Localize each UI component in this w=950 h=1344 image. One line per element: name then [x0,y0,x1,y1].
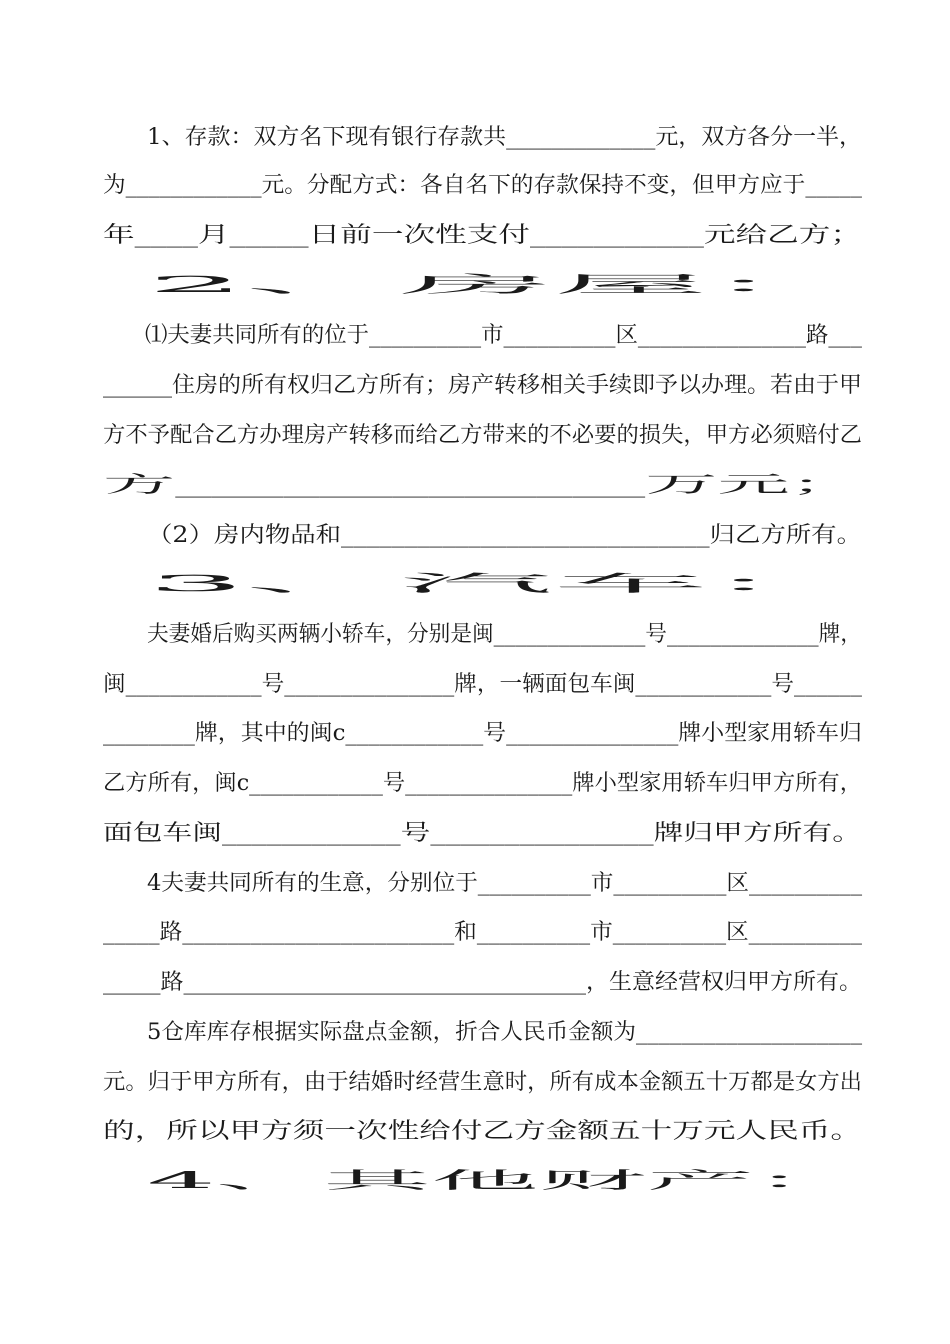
paragraph-car-line-1 [0,615,950,655]
line-text: 3、汽车： [147,572,862,597]
heading-car [0,565,950,605]
paragraph-business-line-1 [0,864,950,904]
line-text: 4夫妻共同所有的生意，分别位于__________市__________区__________ [147,871,863,896]
heading-house [0,266,950,306]
paragraph-house-line-2 [0,366,950,406]
line-text: 乙方所有，闽c____________号_______________牌小型家用轿车归甲方所有， [103,771,862,796]
paragraph-warehouse-line-1 [0,1013,950,1053]
paragraph-warehouse-line-2 [0,1063,950,1103]
line-text: _____路___________________________________，生意经营权归甲方所有。 [103,970,862,995]
paragraph-business-line-2 [0,913,950,953]
line-text: 的，所以甲方须一次性给付乙方金额五十万元人民币。 [103,1119,863,1144]
paragraph-house-line-3 [0,416,950,456]
paragraph-business-line-3 [0,963,950,1003]
line-text: 为____________元。分配方式：各自名下的存款保持不变，但甲方应于_____ [103,173,862,198]
line-text: _____路________________________和__________市__________区__________ [103,920,862,945]
line-text: 闽____________号_______________牌，一辆面包车闽____________号______ [103,672,862,697]
line-text: 方_____________万元； [103,473,863,498]
paragraph-warehouse-line-3 [0,1112,950,1152]
paragraph-house-items [0,516,950,556]
paragraph-car-line-4 [0,764,950,804]
line-text: 夫妻婚后购买两辆小轿车，分别是闽______________号______________牌， [147,622,862,647]
line-text: 元。归于甲方所有，由于结婚时经营生意时，所有成本金额五十万都是女方出 [103,1070,863,1095]
line-text: 4、其他财产： [147,1169,863,1194]
line-text: ______住房的所有权归乙方所有；房产转移相关手续即予以办理。若由于甲 [103,373,862,398]
line-text: （2）房内物品和_____________________________归乙方所有。 [147,523,863,548]
line-text: ________牌，其中的闽c____________号_______________牌小型家用轿车归 [103,721,862,746]
line-text: 面包车闽____________号_______________牌归甲方所有。 [103,821,862,846]
paragraph-car-line-5 [0,814,950,854]
paragraph-car-line-3 [0,714,950,754]
line-text: ⑴夫妻共同所有的位于__________市__________区_______________路___ [145,323,862,348]
paragraph-deposit-line-3 [0,216,950,256]
line-text: 年____月_____日前一次性支付___________元给乙方； [103,223,863,248]
heading-other-property [0,1162,950,1202]
line-text: 方不予配合乙方办理房产转移而给乙方带来的不必要的损失，甲方必须赔付乙 [103,423,863,448]
line-text: 5仓库库存根据实际盘点金额，折合人民币金额为____________________ [147,1020,863,1045]
paragraph-house-line-4 [0,466,950,506]
paragraph-deposit-line-2 [0,166,950,206]
paragraph-car-line-2 [0,665,950,705]
line-text: 1、存款：双方名下现有银行存款共_____________元，双方各分一半， [147,125,863,150]
line-text: 2、房屋： [147,273,862,298]
paragraph-deposit-line-1 [0,118,950,158]
paragraph-house-line-1 [0,316,950,356]
